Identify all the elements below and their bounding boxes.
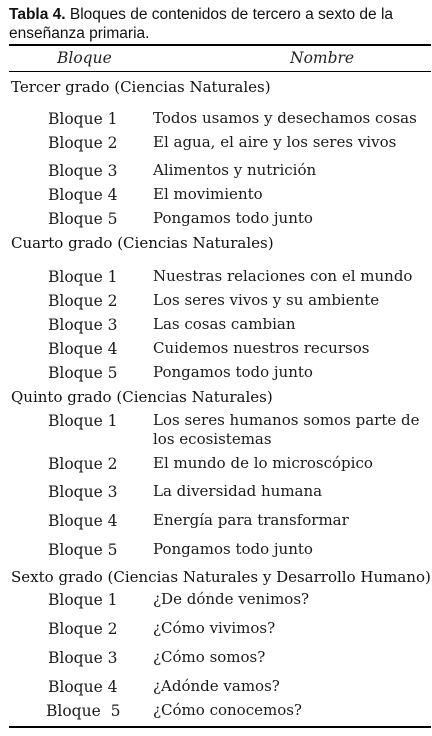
bloque-cell: Bloque 5	[48, 210, 118, 228]
table-row	[0, 454, 432, 474]
nombre-cell: Energía para transformar	[153, 511, 349, 529]
table-row	[0, 482, 432, 502]
bloque-cell: Bloque 2	[48, 455, 118, 473]
bloque-cell: Bloque 4	[48, 512, 118, 530]
section-title-quinto-grado: Quinto grado (Ciencias Naturales)	[11, 388, 273, 406]
table-row	[0, 209, 432, 229]
nombre-cell: La diversidad humana	[153, 482, 323, 500]
nombre-cell: Todos usamos y desechamos cosas	[153, 109, 417, 127]
table-row	[0, 590, 432, 610]
section-title-tercer-grado: Tercer grado (Ciencias Naturales)	[11, 78, 271, 96]
top-rule	[9, 44, 431, 46]
caption-text: Bloques de contenidos de tercero a sexto de la enseñanza primaria.	[9, 6, 394, 42]
nombre-cell: El mundo de lo microscópico	[153, 454, 373, 472]
nombre-cell: Los seres humanos somos parte de los ecosistemas	[153, 411, 420, 448]
table-row	[0, 648, 432, 668]
bloque-cell: Bloque 2	[48, 620, 118, 638]
table-row	[0, 109, 432, 129]
table-row	[0, 185, 432, 205]
nombre-cell: Pongamos todo junto	[153, 363, 313, 381]
nombre-cell: Los seres vivos y su ambiente	[153, 291, 380, 309]
nombre-cell: ¿Adónde vamos?	[153, 677, 280, 695]
nombre-cell: ¿Cómo conocemos?	[153, 701, 302, 719]
nombre-cell: Las cosas cambian	[153, 315, 296, 333]
nombre-cell: El movimiento	[153, 185, 263, 203]
bloque-cell: Bloque 3	[48, 162, 118, 180]
bloque-cell: Bloque 2	[48, 292, 118, 310]
table-row	[0, 267, 432, 287]
section-title-sexto-grado: Sexto grado (Ciencias Naturales y Desarrollo Humano)	[11, 568, 431, 586]
section-title-cuarto-grado: Cuarto grado (Ciencias Naturales)	[11, 234, 274, 252]
bloque-cell: Bloque 5	[48, 364, 118, 382]
table-row	[0, 291, 432, 311]
bloque-cell: Bloque 3	[48, 316, 118, 334]
bloque-cell: Bloque 4	[48, 186, 118, 204]
header-rule	[9, 71, 431, 72]
bloque-cell: Bloque 4	[48, 678, 118, 696]
bloque-cell: Bloque 1	[48, 268, 118, 286]
nombre-cell: Nuestras relaciones con el mundo	[153, 267, 413, 285]
table-row	[0, 540, 432, 560]
table-row	[0, 315, 432, 335]
table-row	[0, 677, 432, 697]
nombre-cell: Cuidemos nuestros recursos	[153, 339, 370, 357]
table-row	[0, 339, 432, 359]
table-row	[0, 161, 432, 181]
table-row	[0, 411, 432, 448]
bloque-cell: Bloque 3	[48, 649, 118, 667]
nombre-cell: ¿Cómo vivimos?	[153, 619, 276, 637]
nombre-cell: ¿De dónde venimos?	[153, 590, 310, 608]
table-row	[0, 363, 432, 383]
bloque-cell: Bloque 2	[48, 134, 118, 152]
bloque-cell: Bloque 1	[48, 110, 118, 128]
table-row	[0, 133, 432, 153]
nombre-cell: Alimentos y nutrición	[153, 161, 317, 179]
bloque-cell: Bloque 1	[48, 412, 118, 430]
table-row	[0, 701, 432, 721]
nombre-cell: Pongamos todo junto	[153, 540, 313, 558]
column-header-bloque: Bloque	[57, 49, 112, 67]
bloque-cell: Bloque 1	[48, 591, 118, 609]
nombre-cell: ¿Cómo somos?	[153, 648, 266, 666]
nombre-cell: Pongamos todo junto	[153, 209, 313, 227]
caption-label: Tabla 4.	[9, 6, 66, 23]
bloque-cell: Bloque 4	[48, 340, 118, 358]
nombre-cell: El agua, el aire y los seres vivos	[153, 133, 397, 151]
column-header-nombre: Nombre	[290, 49, 355, 67]
table-caption	[9, 5, 427, 43]
bloque-cell: Bloque 3	[48, 483, 118, 501]
bloque-cell: Bloque 5	[46, 702, 121, 720]
bottom-rule	[9, 726, 431, 728]
table-row	[0, 619, 432, 639]
table-row	[0, 511, 432, 531]
bloque-cell: Bloque 5	[48, 541, 118, 559]
